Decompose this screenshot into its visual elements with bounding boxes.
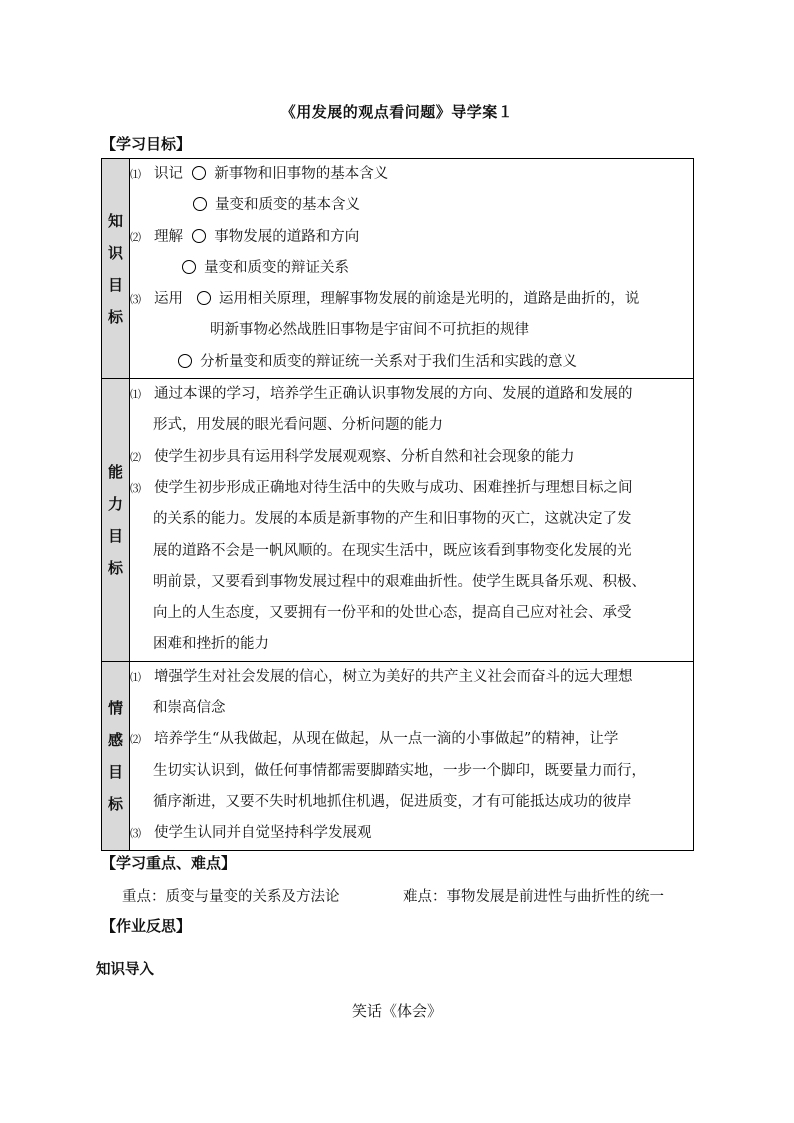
item-text: 量变和质变的辩证关系 (204, 259, 349, 276)
list-item (130, 724, 693, 755)
circle-bullet-icon (193, 197, 207, 211)
category-char: 情 (107, 698, 123, 717)
category-char: 目 (107, 275, 123, 294)
list-item (130, 379, 693, 410)
list-item (130, 662, 693, 693)
item-text: 使学生初步具有运用科学发展观观察、分析自然和社会现象的能力 (154, 448, 575, 465)
category-cell-emotion (102, 661, 130, 850)
section-heading-homework: 【作业反思】 (101, 917, 192, 935)
item-number: ⑶ (130, 293, 141, 307)
item-text: 使学生认同并自觉坚持科学发展观 (154, 825, 372, 842)
item-text: 生切实认识到，做任何事情都需要脚踏实地，一步一个脚印，既要量力而行， (153, 762, 646, 779)
item-text: 新事物和旧事物的基本含义 (214, 166, 389, 182)
list-item-continuation (130, 693, 693, 724)
list-item (130, 222, 693, 253)
item-number: ⑶ (130, 827, 141, 841)
item-text: 量变和质变的基本含义 (215, 197, 360, 214)
item-text: 运用相关原理，理解事物发展的前途是光明的，道路是曲折的，说 (218, 291, 640, 308)
list-item (130, 818, 693, 849)
content-cell-emotion (130, 661, 694, 850)
item-text: 循序渐进，又要不失时机地抓住机遇，促进质变，才有可能抵达成功的彼岸 (153, 793, 632, 810)
joke-title: 笑话《体会》 (351, 1002, 442, 1020)
category-char: 目 (107, 762, 123, 781)
list-item (130, 442, 693, 473)
content-cell-knowledge (130, 159, 694, 379)
objectives-table (101, 158, 694, 851)
list-item-continuation (130, 787, 693, 818)
category-char: 目 (107, 526, 123, 545)
category-char: 感 (107, 730, 123, 749)
item-text: 培养学生“从我做起，从现在做起，从一点一滴的小事做起”的精神，让学 (154, 731, 619, 748)
item-text: 的关系的能力。发展的本质是新事物的产生和旧事物的灭亡，这就决定了发 (153, 511, 632, 528)
category-cell-ability (102, 379, 130, 662)
list-item-continuation (130, 410, 693, 441)
section-heading-objectives: 【学习目标】 (101, 135, 192, 153)
item-number: ⑴ (130, 670, 141, 684)
list-item-continuation (130, 598, 693, 629)
circle-bullet-icon (192, 229, 206, 243)
item-text: 展的道路不会是一帆风顺的。在现实生活中，既应该看到事物变化发展的光 (153, 542, 632, 559)
category-cell-knowledge (102, 159, 130, 379)
circle-bullet-icon (197, 291, 211, 305)
item-number: ⑴ (130, 168, 141, 181)
item-text: 分析量变和质变的辩证统一关系对于我们生活和实践的意义 (200, 353, 577, 370)
item-number: ⑵ (130, 230, 141, 244)
list-item (130, 190, 693, 221)
content-cell-ability (130, 379, 694, 662)
list-item-continuation (130, 567, 693, 598)
item-text: 事物发展的道路和方向 (214, 228, 360, 245)
category-char: 识 (107, 243, 123, 262)
table-row-emotion (102, 661, 694, 850)
category-char: 知 (107, 211, 123, 230)
difficult-point-text: 难点：事物发展是前进性与曲折性的统一 (403, 889, 664, 905)
category-char: 力 (107, 494, 123, 513)
list-item-continuation (130, 315, 693, 346)
item-text: 增强学生对社会发展的信心，树立为美好的共产主义社会而奋斗的远大理想 (154, 668, 633, 685)
list-item (130, 284, 693, 315)
list-item-continuation (130, 629, 693, 660)
item-verb: 运用 (154, 291, 183, 308)
list-item (130, 347, 693, 378)
item-text: 困难和挫折的能力 (153, 636, 269, 653)
category-char: 标 (107, 307, 123, 326)
item-text: 使学生初步形成正确地对待生活中的失败与成功、困难挫折与理想目标之间 (154, 479, 633, 496)
circle-bullet-icon (182, 260, 196, 274)
circle-bullet-icon (178, 354, 192, 368)
section-heading-key-points: 【学习重点、难点】 (101, 854, 237, 872)
list-item-continuation (130, 756, 693, 787)
list-item-continuation (130, 536, 693, 567)
category-char: 能 (107, 462, 123, 481)
list-item (130, 159, 693, 190)
circle-bullet-icon (192, 166, 206, 180)
item-text: 通过本课的学习，培养学生正确认识事物发展的方向、发展的道路和发展的 (154, 386, 633, 403)
item-number: ⑵ (130, 450, 141, 464)
item-verb: 识记 (154, 166, 183, 182)
list-item (130, 253, 693, 284)
intro-heading: 知识导入 (96, 961, 154, 978)
item-text: 明新事物必然战胜旧事物是宇宙间不可抗拒的规律 (210, 322, 529, 339)
document-title: 《用发展的观点看问题》导学案１ (280, 103, 514, 121)
item-number: ⑶ (130, 481, 141, 495)
table-row-knowledge (102, 159, 694, 379)
category-char: 标 (107, 794, 123, 813)
list-item (130, 473, 693, 504)
item-text: 明前景，又要看到事物发展过程中的艰难曲折性。使学生既具备乐观、积极、 (153, 573, 646, 590)
key-point-text: 重点：质变与量变的关系及方法论 (122, 889, 340, 905)
item-number: ⑵ (130, 733, 141, 747)
item-number: ⑴ (130, 388, 141, 402)
table-row-ability (102, 379, 694, 662)
item-text: 向上的人生态度，又要拥有一份平和的处世心态，提高自己应对社会、承受 (153, 605, 632, 622)
item-verb: 理解 (154, 228, 183, 245)
category-char: 标 (107, 558, 123, 577)
item-text: 形式，用发展的眼光看问题、分析问题的能力 (153, 417, 443, 434)
item-text: 和崇高信念 (153, 700, 226, 717)
list-item-continuation (130, 504, 693, 535)
